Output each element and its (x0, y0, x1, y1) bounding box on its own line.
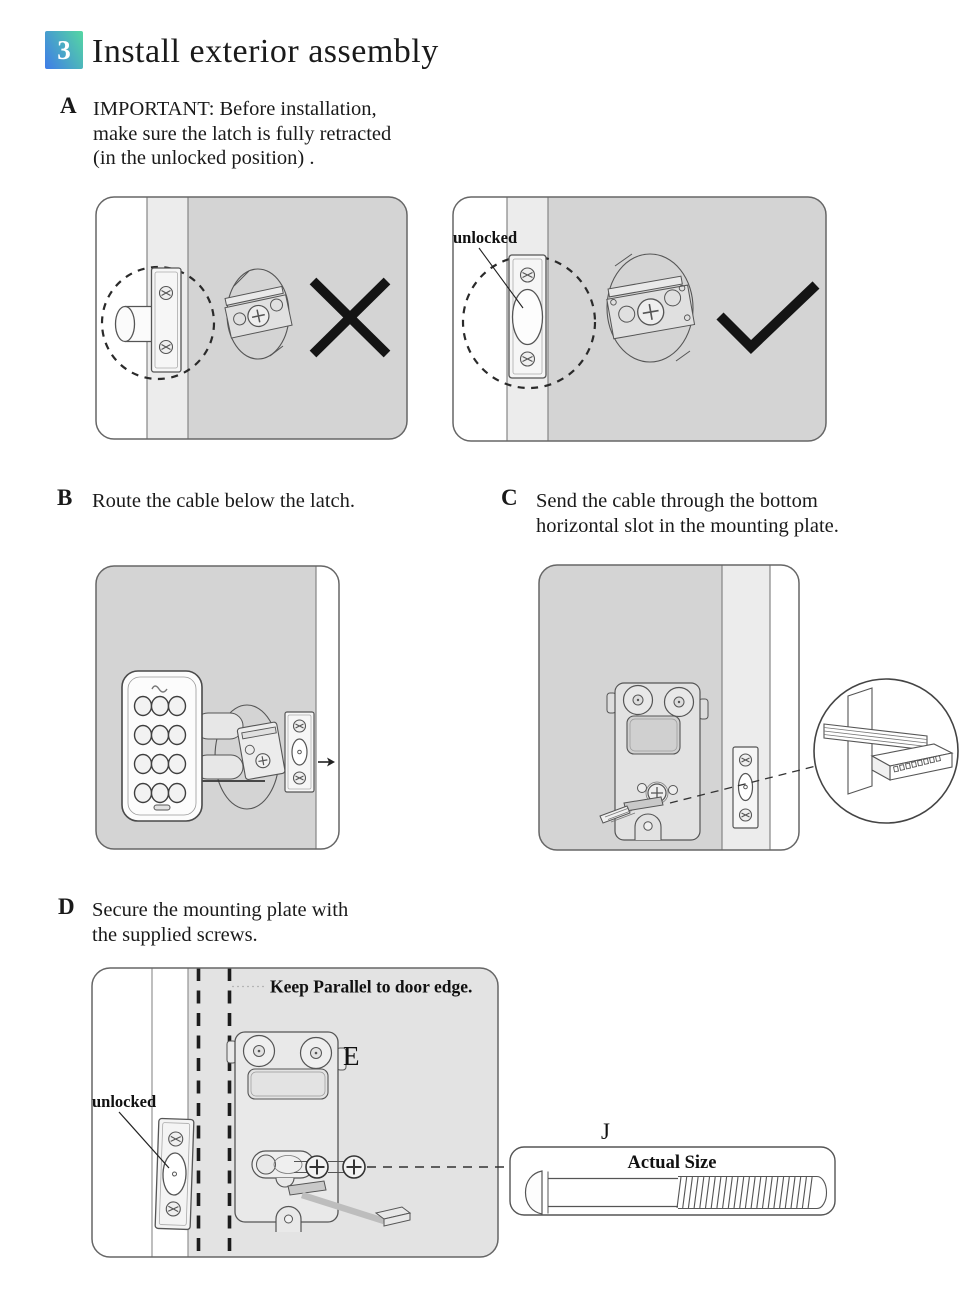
exterior-keypad (122, 671, 202, 821)
section-d-label: D (58, 894, 75, 919)
section-c-line2: horizontal slot in the mounting plate. (536, 514, 839, 537)
screw-icon (166, 1202, 180, 1216)
latch-faceplate (152, 268, 182, 372)
actual-size-label: Actual Size (627, 1153, 717, 1173)
section-c-text (536, 489, 839, 538)
mounting-plate (600, 683, 708, 840)
plate-post (244, 1036, 275, 1067)
section-d-line1: Secure the mounting plate with (92, 899, 349, 921)
section-c-line1: Send the cable through the bottom (536, 490, 818, 512)
section-c-label: C (501, 485, 518, 510)
section-a-text (93, 97, 391, 171)
section-a-line3: (in the unlocked position) . (93, 147, 315, 169)
section-a-line1: IMPORTANT: Before installation, (93, 98, 377, 120)
figure-latch-extended-wrong (95, 196, 408, 440)
actual-size-screw-box (510, 1119, 835, 1215)
unlocked-label: unlocked (92, 1092, 157, 1111)
plate-part-label: E (343, 1041, 360, 1071)
screw-icon (294, 772, 306, 784)
section-a-line2: make sure the latch is fully retracted (93, 122, 392, 145)
plate-post (301, 1038, 332, 1069)
plate-cutout (248, 1069, 328, 1099)
screw-icon (740, 809, 752, 821)
plate-cutout (627, 716, 680, 754)
magnified-slot-detail (814, 679, 958, 823)
retracted-latch-hole (513, 290, 543, 345)
unlocked-label: unlocked (453, 228, 518, 247)
page-title: Install exterior assembly (92, 33, 439, 70)
section-a-label: A (60, 93, 77, 118)
extended-latch-bolt (116, 307, 155, 342)
section-b-text (92, 489, 355, 514)
screw-icon (521, 268, 535, 282)
screw-icon (160, 341, 173, 354)
figure-route-cable (95, 565, 340, 850)
keypad-indicator (154, 805, 170, 810)
screw-icon (521, 352, 535, 366)
plate-post (624, 686, 653, 715)
screw-icon (740, 754, 752, 766)
section-b-line1: Route the cable below the latch. (92, 490, 355, 512)
section-d-line2: the supplied screws. (92, 923, 258, 946)
screw-part-label: J (601, 1119, 610, 1144)
screw-icon (168, 1132, 182, 1146)
latch-faceplate (155, 1118, 194, 1229)
step-number-badge: 3 (45, 31, 83, 69)
keep-parallel-label: Keep Parallel to door edge. (270, 976, 473, 997)
section-d-text (92, 898, 348, 947)
section-b-label: B (57, 485, 73, 510)
latch-faceplate (285, 712, 314, 792)
plate-post (665, 688, 694, 717)
figure-secure-mounting-plate (90, 955, 970, 1295)
screw-icon (160, 287, 173, 300)
figure-cable-through-slot (530, 560, 960, 860)
figure-latch-retracted-correct (452, 196, 827, 442)
latch-faceplate (733, 747, 758, 828)
latch-faceplate (509, 255, 546, 378)
screw-icon (294, 720, 306, 732)
